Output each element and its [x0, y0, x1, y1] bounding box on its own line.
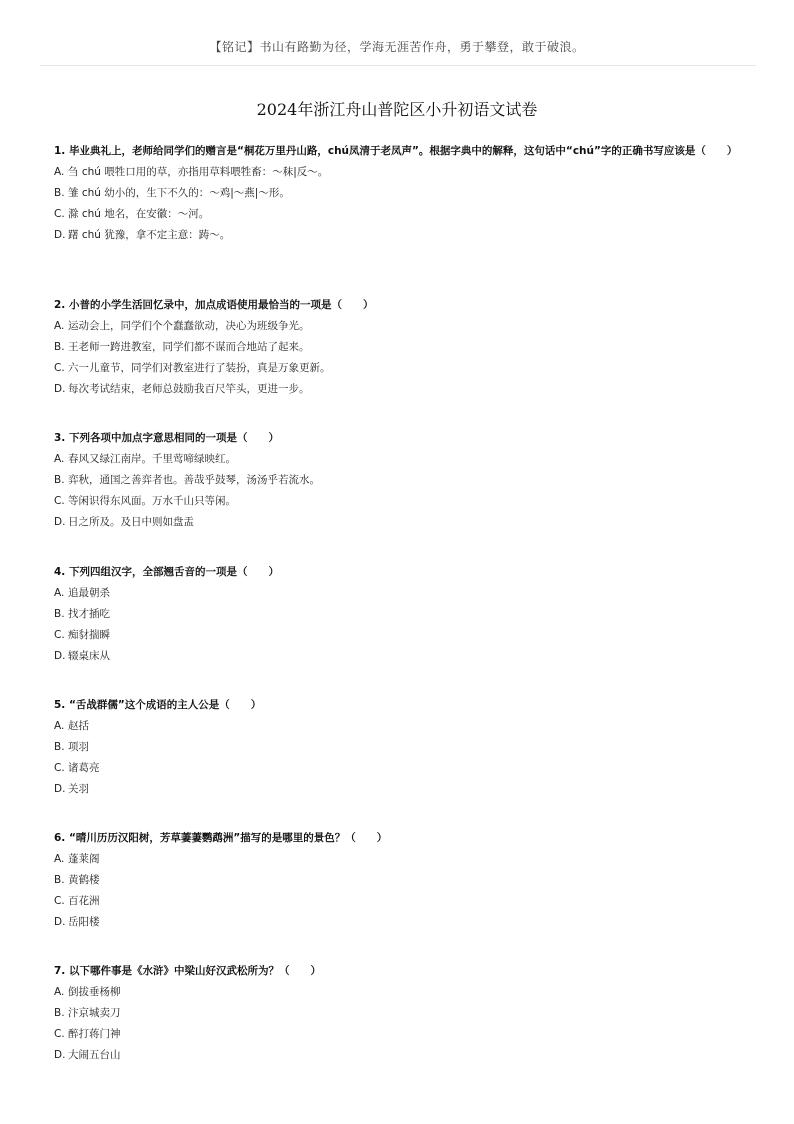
option-text: 刍 chú 喂牲口用的草，亦指用草料喂牲畜：～秣|反～。	[68, 166, 329, 178]
question-2-option-a[interactable]	[54, 316, 744, 337]
question-6-option-a[interactable]	[54, 849, 744, 870]
question-1	[54, 141, 744, 246]
question-1-option-d[interactable]	[54, 225, 744, 246]
option-text: 诸葛亮	[68, 762, 100, 774]
option-text: 倒拔垂杨柳	[68, 986, 121, 998]
option-letter: C.	[54, 495, 65, 507]
option-letter: D.	[54, 650, 66, 662]
option-letter: C.	[54, 1028, 65, 1040]
question-3-option-d[interactable]	[54, 512, 744, 533]
question-6-option-d[interactable]	[54, 912, 744, 933]
option-text: 大闹五台山	[68, 1049, 121, 1061]
option-text: 运动会上，同学们个个蠢蠢欲动，决心为班级争光。	[68, 320, 310, 332]
option-letter: D.	[54, 516, 66, 528]
question-2-stem: 2. 小普的小学生活回忆录中，加点成语使用最恰当的一项是（ ）	[54, 299, 374, 311]
option-letter: A.	[54, 166, 65, 178]
option-text: 躇 chú 犹豫，拿不定主意：踌～。	[68, 229, 231, 241]
option-letter: C.	[54, 208, 65, 220]
option-letter: A.	[54, 587, 65, 599]
question-3-option-b[interactable]	[54, 470, 744, 491]
question-3-option-c[interactable]	[54, 491, 744, 512]
option-text: 黄鹤楼	[68, 874, 100, 886]
option-text: 蓬莱阁	[68, 853, 100, 865]
question-5-option-b[interactable]	[54, 737, 744, 758]
option-text: 百花洲	[68, 895, 100, 907]
question-7-option-d[interactable]	[54, 1045, 744, 1066]
option-letter: B.	[54, 741, 65, 753]
option-text: 滁 chú 地名，在安徽：～河。	[68, 208, 210, 220]
question-1-stem: 1. 毕业典礼上，老师给同学们的赠言是“桐花万里丹山路，chú凤清于老凤声”。根据字典中的解释，这句话中“chú”字的正确书写应该是（ ）	[54, 145, 738, 157]
option-letter: D.	[54, 1049, 66, 1061]
option-text: 日之所及。及日中则如盘盂	[68, 516, 194, 528]
question-6-option-c[interactable]	[54, 891, 744, 912]
question-7-option-a[interactable]	[54, 982, 744, 1003]
question-3-stem: 3. 下列各项中加点字意思相同的一项是（ ）	[54, 432, 279, 444]
question-5-option-a[interactable]	[54, 716, 744, 737]
option-text: 辍桌床从	[68, 650, 110, 662]
question-5	[54, 695, 744, 800]
option-letter: A.	[54, 320, 65, 332]
option-text: 岳阳楼	[68, 916, 100, 928]
question-4-option-c[interactable]	[54, 625, 744, 646]
question-2	[54, 295, 744, 400]
question-1-option-b[interactable]	[54, 183, 744, 204]
question-2-option-b[interactable]	[54, 337, 744, 358]
option-text: 汴京城卖刀	[68, 1007, 121, 1019]
question-6-stem: 6. “晴川历历汉阳树，芳草萋萋鹦鹉洲”描写的是哪里的景色？（ ）	[54, 832, 388, 844]
option-letter: B.	[54, 341, 65, 353]
option-text: 赵括	[68, 720, 89, 732]
question-5-option-d[interactable]	[54, 779, 744, 800]
option-text: 弈秋，通国之善弈者也。善哉乎鼓琴，汤汤乎若流水。	[68, 474, 320, 486]
question-7	[54, 961, 744, 1066]
option-letter: C.	[54, 762, 65, 774]
option-text: 醉打蒋门神	[68, 1028, 121, 1040]
page-title: 2024年浙江舟山普陀区小升初语文试卷	[256, 100, 538, 119]
question-3-option-a[interactable]	[54, 449, 744, 470]
question-4-option-a[interactable]	[54, 583, 744, 604]
option-text: 痴豺揣瞬	[68, 629, 110, 641]
question-2-option-c[interactable]	[54, 358, 744, 379]
question-7-stem: 7. 以下哪件事是《水浒》中梁山好汉武松所为？（ ）	[54, 965, 321, 977]
header-divider	[40, 65, 756, 66]
option-letter: B.	[54, 874, 65, 886]
question-5-stem: 5. “舌战群儒”这个成语的主人公是（ ）	[54, 699, 262, 711]
option-text: 雏 chú 幼小的，生下不久的：～鸡|～燕|～形。	[68, 187, 290, 199]
question-4	[54, 562, 744, 667]
question-5-option-c[interactable]	[54, 758, 744, 779]
option-letter: B.	[54, 1007, 65, 1019]
question-2-option-d[interactable]	[54, 379, 744, 400]
option-letter: D.	[54, 229, 66, 241]
option-text: 追最朝杀	[68, 587, 110, 599]
option-letter: B.	[54, 608, 65, 620]
option-text: 春风又绿江南岸。千里莺啼绿映红。	[68, 453, 236, 465]
option-letter: A.	[54, 453, 65, 465]
question-6-option-b[interactable]	[54, 870, 744, 891]
question-1-option-c[interactable]	[54, 204, 744, 225]
option-text: 关羽	[68, 783, 89, 795]
option-letter: B.	[54, 474, 65, 486]
question-4-stem: 4. 下列四组汉字，全部翘舌音的一项是（ ）	[54, 566, 279, 578]
option-letter: C.	[54, 895, 65, 907]
option-letter: A.	[54, 853, 65, 865]
question-6	[54, 828, 744, 933]
option-letter: B.	[54, 187, 65, 199]
question-7-option-b[interactable]	[54, 1003, 744, 1024]
question-1-option-a[interactable]	[54, 162, 744, 183]
question-7-option-c[interactable]	[54, 1024, 744, 1045]
header-motto: 【铭记】书山有路勤为径，学海无涯苦作舟，勇于攀登，敢于破浪。	[209, 40, 585, 54]
option-text: 找才插吃	[68, 608, 110, 620]
question-4-option-d[interactable]	[54, 646, 744, 667]
option-text: 王老师一跨进教室，同学们都不谋而合地站了起来。	[68, 341, 310, 353]
option-letter: A.	[54, 720, 65, 732]
option-text: 等闲识得东风面。万水千山只等闲。	[68, 495, 236, 507]
question-4-option-b[interactable]	[54, 604, 744, 625]
option-text: 六一儿童节，同学们对教室进行了装扮，真是万象更新。	[68, 362, 331, 374]
option-letter: D.	[54, 916, 66, 928]
option-letter: D.	[54, 783, 66, 795]
option-letter: C.	[54, 629, 65, 641]
question-3	[54, 428, 744, 533]
option-letter: A.	[54, 986, 65, 998]
option-text: 项羽	[68, 741, 89, 753]
option-letter: C.	[54, 362, 65, 374]
option-text: 每次考试结束，老师总鼓励我百尺竿头，更进一步。	[68, 383, 310, 395]
option-letter: D.	[54, 383, 66, 395]
